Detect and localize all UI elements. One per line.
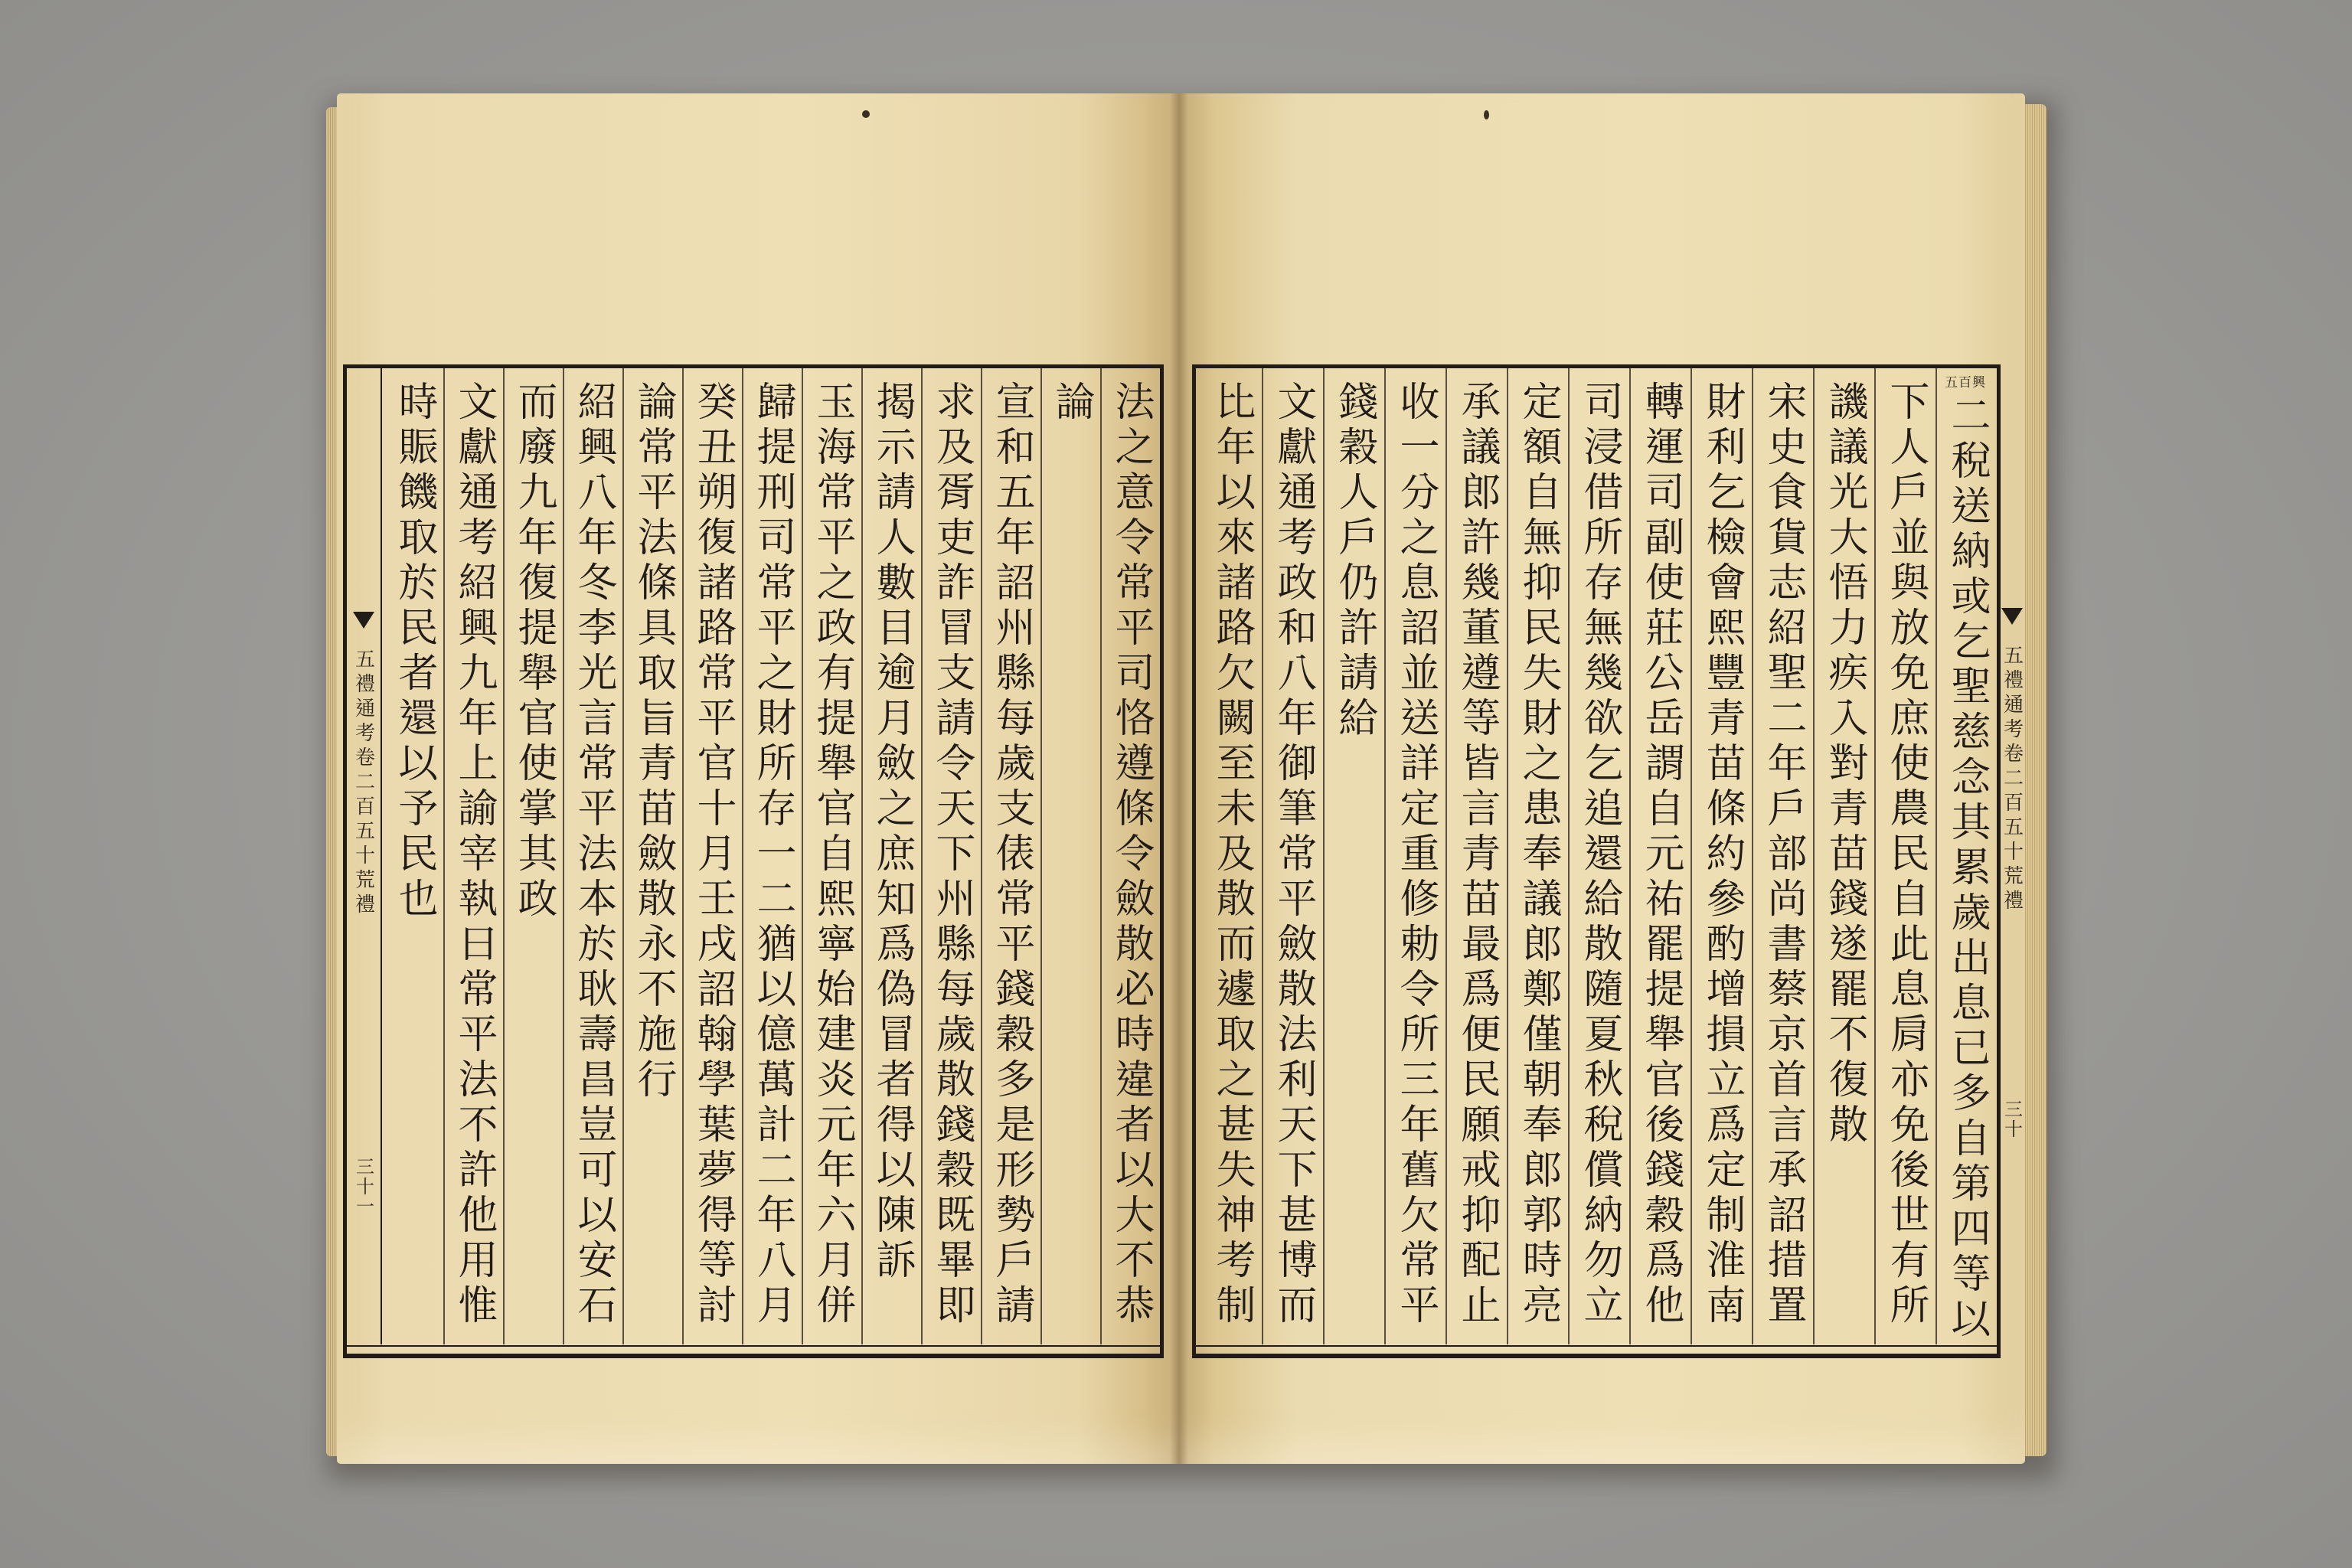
text-column: 下人戶並與放免庶使農民自此息肩亦免後世有所: [1874, 368, 1936, 1344]
text-column: 癸丑朔復諸路常平官十月壬戌詔翰學葉夢得等討: [682, 368, 742, 1344]
text-column: 揭示請人數目逾月斂之庶知爲偽冒者得以陳訴: [861, 368, 921, 1344]
fold-page-number: 三十: [2001, 1099, 2023, 1139]
right-page-frame: [1192, 364, 2001, 1358]
left-page-frame: [343, 364, 1164, 1358]
left-page-columns: [384, 368, 1160, 1344]
text-column: 論常平法條具取旨青苗斂散永不施行: [622, 368, 682, 1344]
left-page-fold-strip: [347, 368, 382, 1344]
text-column: 玉海常平之政有提舉官自熙寧始建炎元年六月併: [802, 368, 861, 1344]
text-column: 二稅送納或乞聖慈念其累歲出息已多自第四等以: [1936, 368, 1997, 1344]
book-spine-gutter: [1170, 93, 1188, 1464]
right-page: [1179, 93, 2025, 1464]
text-column: 宋史食貨志紹聖二年戶部尚書蔡京首言承詔措置: [1752, 368, 1813, 1344]
text-column: 譏議光大悟力疾入對青苗錢遂罷不復散: [1813, 368, 1874, 1344]
paper-mark: [862, 110, 870, 118]
text-column: 轉運司副使莊公岳謂自元祐罷提舉官後錢穀爲他: [1629, 368, 1690, 1344]
text-column: 紹興八年冬李光言常平法本於耿壽昌豈可以安石: [563, 368, 622, 1344]
fold-page-number: 三十一: [352, 1157, 374, 1217]
text-column: 司浸借所存無幾欲乞追還給散隨夏秋稅償納勿立: [1568, 368, 1629, 1344]
text-column: 文獻通考政和八年御筆常平斂散法利天下甚博而: [1262, 368, 1323, 1344]
marginal-note: 五百興: [1945, 375, 1986, 390]
text-column: 法之意令常平司恪遵條令斂散必時違者以大不恭: [1100, 368, 1160, 1344]
right-page-edges: [2024, 104, 2047, 1456]
text-column: 時賑饑取於民者還以予民也: [391, 381, 437, 923]
text-column: 承議郎許幾董遵等皆言青苗最爲便民願戒抑配止: [1446, 368, 1507, 1344]
text-column: 收一分之息詔並送詳定重修勅令所三年舊欠常平: [1384, 368, 1446, 1344]
text-column: 歸提刑司常平之財所存一二猶以億萬計二年八月: [742, 368, 802, 1344]
text-column: 而廢九年復提舉官使掌其政: [503, 368, 563, 1344]
text-column: 錢穀人戶仍許請給: [1323, 368, 1384, 1344]
text-column: 定額自無抑民失財之患奉議郎鄭僅朝奉郎郭時亮: [1507, 368, 1568, 1344]
text-column: 財利乞檢會熙豐青苗條約參酌增損立爲定制淮南: [1690, 368, 1752, 1344]
text-column: 宣和五年詔州縣每歲支俵常平錢穀多是形勢戶請: [981, 368, 1040, 1344]
fish-tail-mark-icon: [2001, 608, 2023, 625]
fold-title: 五禮通考卷二百五十荒禮: [2000, 645, 2024, 914]
text-column: 求及胥吏詐冒支請令天下州縣每歲散錢穀既畢即: [921, 368, 981, 1344]
right-page-fold-strip: [2001, 364, 2024, 1358]
text-column: 比年以來諸路欠闕至未及散而遽取之甚失神考制: [1209, 381, 1255, 1329]
paper-mark: [1484, 110, 1489, 119]
fold-title: 五禮通考卷二百五十荒禮: [351, 648, 375, 918]
left-page: [337, 93, 1179, 1464]
fish-tail-mark-icon: [353, 612, 374, 629]
text-column: 論: [1040, 368, 1100, 1344]
right-page-columns: [1200, 368, 1997, 1344]
text-column: 文獻通考紹興九年上諭宰執曰常平法不許他用惟: [443, 368, 503, 1344]
